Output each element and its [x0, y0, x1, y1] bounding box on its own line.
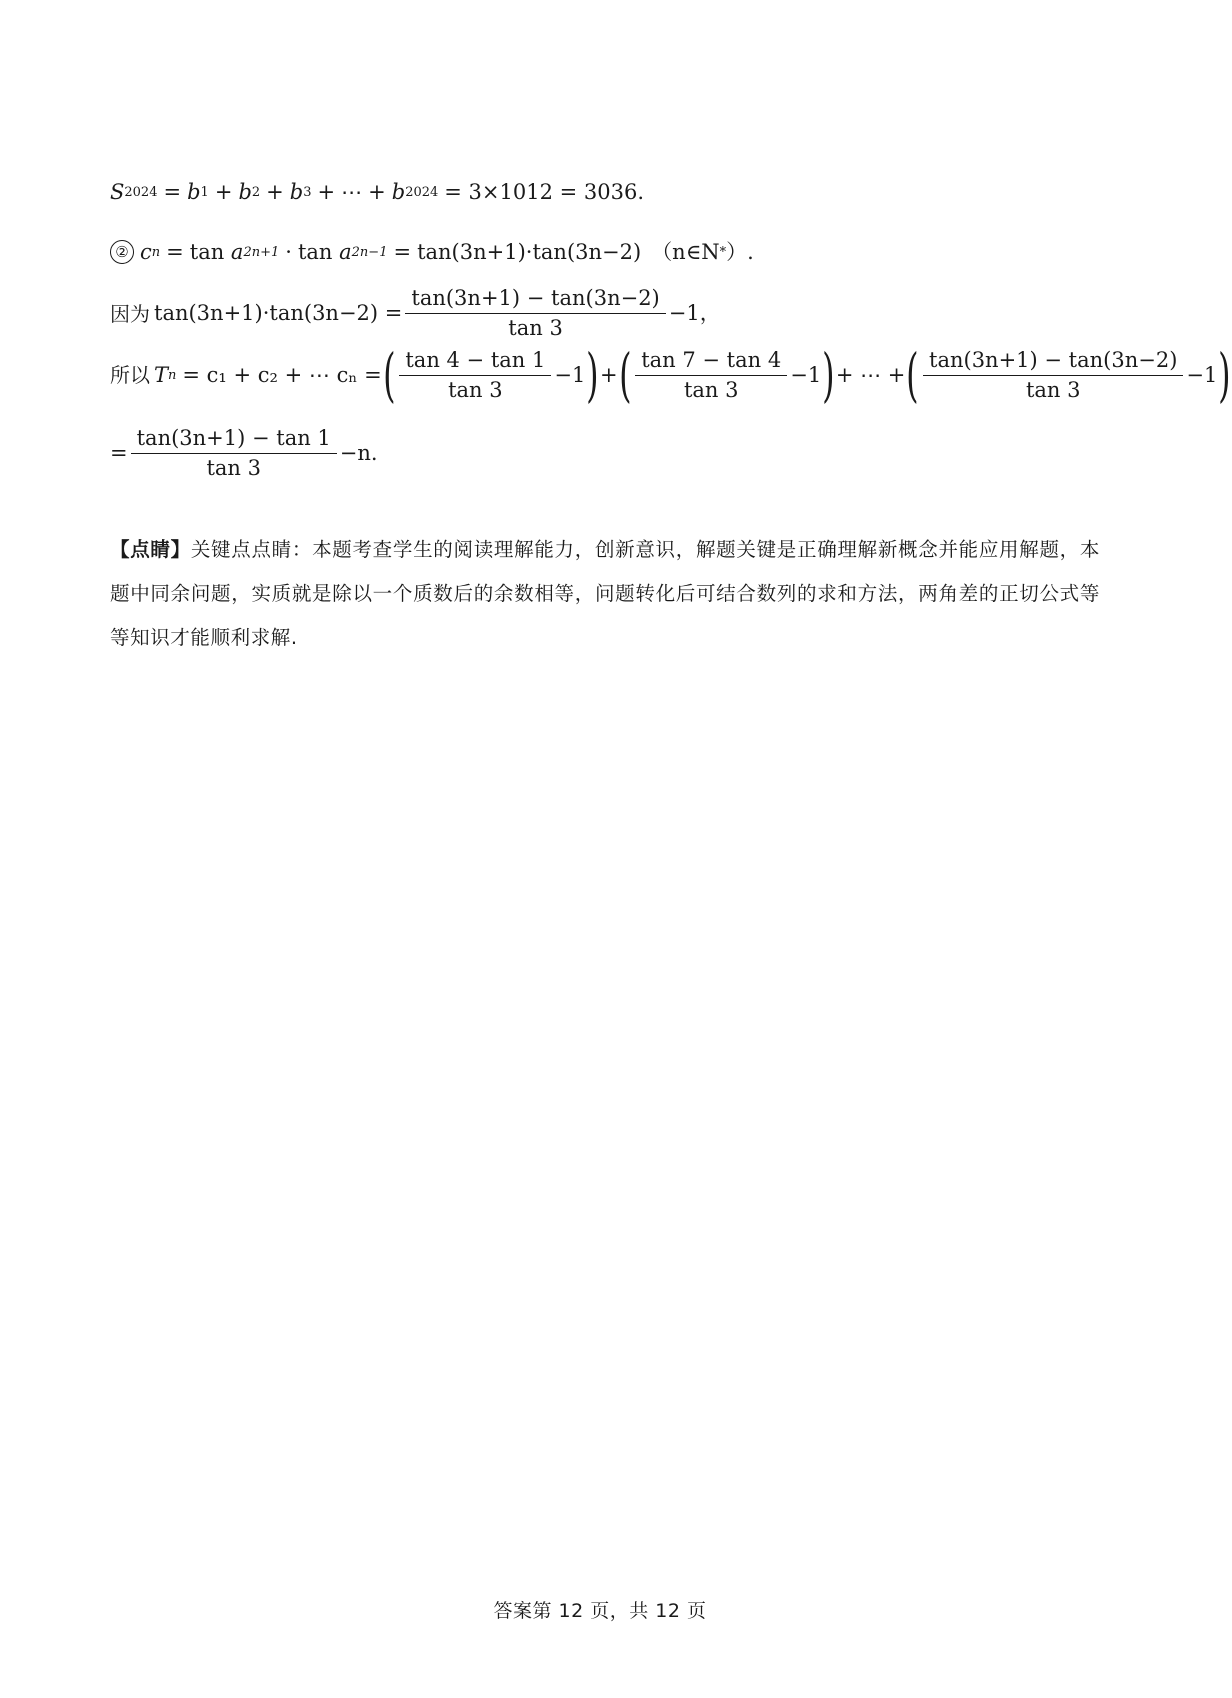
eq2-c: c [140, 239, 152, 264]
eq1-lhs: S [110, 180, 125, 204]
equation-cn: ② c n = tan a 2n+1 · tan a 2n−1 = tan(3n+1)·tan(3n−2) （n∈N * ）. [110, 240, 754, 264]
eq2-condition: （n∈N [651, 239, 720, 264]
comment-text: 关键点点睛：本题考查学生的阅读理解能力，创新意识，解题关键是正确理解新概念并能应用解题，本题中同余问题，实质就是除以一个质数后的余数相等，问题转化后可结合数列的求和方法，两角差的正切公式等等知识才能顺利求解. [110, 538, 1100, 649]
eq1-rhs: = 3×1012 = 3036. [444, 180, 645, 204]
equation-tn-result [110, 428, 378, 479]
eq1-term-1: b [187, 180, 201, 204]
eq2-c-sub: n [151, 244, 161, 260]
eq4-plus-dots: + ⋯ + [835, 362, 906, 387]
eq2-a-sub-1: 2n+1 [243, 244, 280, 260]
page-footer: 答案第 12 页，共 12 页 [493, 1600, 707, 1622]
eq4-fraction-3 [923, 347, 1183, 402]
comment-tag: 【点睛】 [110, 538, 191, 561]
equation-tn-sum: 所以 T n = c₁ + c₂ + ⋯ cₙ = ( $\frac{\tan 4 - \tan 1}{\tan 3}$ −1 ) + ( $\frac{\tan 7 - \tan 4}{\tan 3}$ −1 ) + ⋯ + ( $\frac{\tan(3n+1) - \tan(3n-2)}{\tan 3}$ −1 ) [110, 341, 1231, 409]
eq2-condition-end: ）. [726, 239, 754, 264]
eq4-fraction-1-num: tan 4 − tan 1 [399, 350, 551, 376]
eq2-rhs: tan(3n+1)·tan(3n−2) [417, 239, 642, 264]
equation-s2024: S 2024 = b 1 + b 2 + b 3 + ⋯ + b 2024 = 3×1012 = 3036. [110, 180, 645, 204]
eq3-fraction [405, 288, 665, 339]
equation-identity [110, 288, 721, 339]
eq5-equals: = [110, 441, 128, 465]
eq4-T: T [154, 362, 169, 387]
eq4-minus-one-2: −1 [790, 362, 822, 387]
eq3-numerator: tan(3n+1) − tan(3n−2) [405, 288, 665, 314]
key-point-comment [110, 528, 1100, 660]
eq4-T-sub: n [168, 367, 177, 383]
eq3-prefix: 因为 [110, 301, 150, 326]
eq2-a-2: a [339, 239, 352, 264]
eq2-condition-sup: * [719, 244, 727, 260]
eq2-tan-2: tan [297, 239, 333, 264]
eq4-fraction-3-num: tan(3n+1) − tan(3n−2) [923, 350, 1183, 376]
eq4-prefix: 所以 [110, 363, 150, 387]
eq1-term-4-sub: 2024 [405, 185, 439, 200]
eq4-minus-one-1: −1 [554, 362, 586, 387]
eq3-denominator: tan 3 [508, 316, 563, 340]
eq5-fraction [131, 428, 337, 479]
eq4-plus: + [599, 362, 618, 387]
circled-two-marker: ② [110, 240, 134, 264]
eq2-a-sub-2: 2n−1 [351, 244, 388, 260]
eq5-numerator: tan(3n+1) − tan 1 [131, 428, 337, 454]
eq2-tan-1: tan [189, 239, 225, 264]
eq1-ellipsis: ⋯ [341, 180, 363, 204]
eq4-fraction-2-num: tan 7 − tan 4 [635, 350, 787, 376]
eq3-tail: −1， [668, 301, 721, 325]
eq2-a-1: a [230, 239, 244, 264]
eq5-tail: −n. [339, 441, 378, 465]
eq4-minus-one-3: −1 [1186, 362, 1218, 387]
eq4-fraction-2 [635, 347, 787, 402]
eq1-term-4: b [391, 180, 406, 204]
eq1-term-1-sub: 1 [200, 185, 209, 200]
eq1-term-2: b [238, 180, 252, 204]
eq1-term-2-sub: 2 [251, 185, 261, 200]
eq3-lhs: tan(3n+1)·tan(3n−2) = [154, 301, 403, 325]
eq1-term-3-sub: 3 [303, 185, 312, 200]
eq4-sum: = c₁ + c₂ + ⋯ cₙ = [182, 362, 382, 387]
eq5-denominator: tan 3 [206, 456, 261, 480]
eq4-fraction-3-den: tan 3 [1025, 377, 1081, 402]
eq4-fraction-1 [399, 347, 551, 402]
eq1-lhs-sub: 2024 [124, 185, 158, 200]
eq1-term-3: b [289, 180, 304, 204]
eq4-fraction-2-den: tan 3 [683, 377, 739, 402]
eq4-fraction-1-den: tan 3 [448, 377, 503, 402]
